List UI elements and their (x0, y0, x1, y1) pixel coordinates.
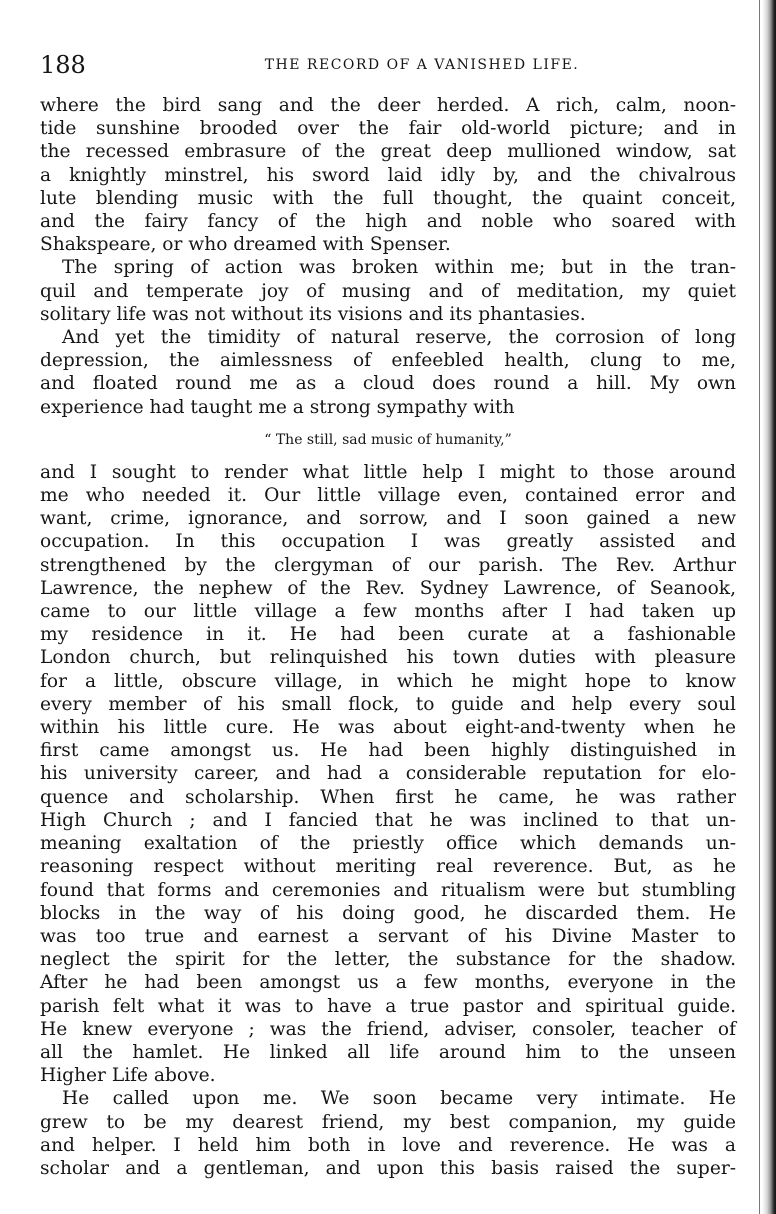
paragraph (40, 326, 736, 419)
text-line: every member of his small flock, to guide and help every soul (40, 693, 736, 715)
text-line: He called upon me. We soon became very intimate. He (62, 1088, 736, 1110)
text-line: experience had taught me a strong sympathy with (40, 396, 515, 418)
text-line: depression, the aimlessness of enfeebled health, clung to me, (40, 350, 736, 372)
text-line: tide sunshine brooded over the fair old-world picture; and in (40, 118, 736, 140)
text-line: strengthened by the clergyman of our parish. The Rev. Arthur (40, 554, 736, 576)
text-line: neglect the spirit for the letter, the substance for the shadow. (40, 949, 736, 971)
paragraph (40, 256, 736, 326)
block-quote (40, 429, 736, 451)
text-line: Shakspeare, or who dreamed with Spenser. (40, 234, 451, 256)
body-text (40, 94, 736, 1180)
text-line: where the bird sang and the deer herded. A rich, calm, noon- (40, 95, 736, 116)
text-line: his university career, and had a considerable reputation for elo- (40, 763, 736, 785)
text-line: Higher Life above. (40, 1065, 216, 1087)
running-title: THE RECORD OF A VANISHED LIFE. (264, 57, 580, 73)
text-line: London church, but relinquished his town duties with pleasure (40, 647, 736, 669)
text-line: Lawrence, the nephew of the Rev. Sydney Lawrence, of Seanook, (40, 577, 736, 599)
text-line: reasoning respect without meriting real reverence. But, as he (40, 856, 736, 878)
text-line: me who needed it. Our little village even, contained error and (40, 485, 736, 507)
paragraph (40, 1087, 736, 1180)
text-line: And yet the timidity of natural reserve, the corrosion of long (62, 327, 736, 349)
text-line: High Church ; and I fancied that he was inclined to that un- (40, 809, 736, 831)
text-line: meaning exaltation of the priestly office which demands un- (40, 833, 736, 855)
text-line: blocks in the way of his doing good, he discarded them. He (40, 902, 736, 924)
text-line: After he had been amongst us a few months, everyone in the (40, 972, 736, 994)
text-line: found that forms and ceremonies and ritualism were but stumbling (40, 879, 736, 901)
text-line: occupation. In this occupation I was greatly assisted and (40, 531, 736, 553)
paragraph (40, 94, 736, 256)
text-line: grew to be my dearest friend, my best companion, my guide (40, 1111, 736, 1133)
text-line: my residence in it. He had been curate at a fashionable (40, 624, 736, 646)
text-line: and the fairy fancy of the high and noble who soared with (40, 211, 736, 233)
text-line: lute blending music with the full thought, the quaint conceit, (40, 187, 736, 209)
text-line: quence and scholarship. When first he came, he was rather (40, 786, 736, 808)
text-line: want, crime, ignorance, and sorrow, and I soon gained a new (40, 508, 736, 530)
text-line: parish felt what it was to have a true pastor and spiritual guide. (40, 995, 736, 1017)
text-line: came to our little village a few months after I had taken up (40, 601, 736, 623)
text-line: and floated round me as a cloud does round a hill. My own (40, 373, 736, 395)
text-line: for a little, obscure village, in which he might hope to know (40, 670, 736, 692)
text-line: and I sought to render what little help I might to those around (40, 461, 736, 483)
text-line: a knightly minstrel, his sword laid idly by, and the chivalrous (40, 164, 736, 186)
text-line: scholar and a gentleman, and upon this basis raised the super- (40, 1157, 736, 1179)
text-line: solitary life was not without its visions and its phantasies. (40, 303, 586, 325)
page-header (40, 48, 740, 82)
text-line: quil and temperate joy of musing and of meditation, my quiet (40, 280, 736, 302)
text-line: was too true and earnest a servant of his Divine Master to (40, 925, 736, 947)
page-edge-shadow (762, 0, 776, 1214)
page-edge-line (759, 0, 760, 1214)
text-line: and helper. I held him both in love and reverence. He was a (40, 1134, 736, 1156)
page-number: 188 (40, 51, 86, 79)
text-line: all the hamlet. He linked all life around him to the unseen (40, 1041, 736, 1063)
paragraph (40, 461, 736, 1087)
text-line: The spring of action was broken within me; but in the tran- (62, 257, 736, 279)
text-line: the recessed embrasure of the great deep mullioned window, sat (40, 141, 736, 163)
text-line: “ The still, sad music of humanity,” (264, 431, 512, 448)
text-line: He knew everyone ; was the friend, adviser, consoler, teacher of (40, 1018, 736, 1040)
text-line: first came amongst us. He had been highly distinguished in (40, 740, 736, 762)
text-line: within his little cure. He was about eight-and-twenty when he (40, 717, 736, 739)
